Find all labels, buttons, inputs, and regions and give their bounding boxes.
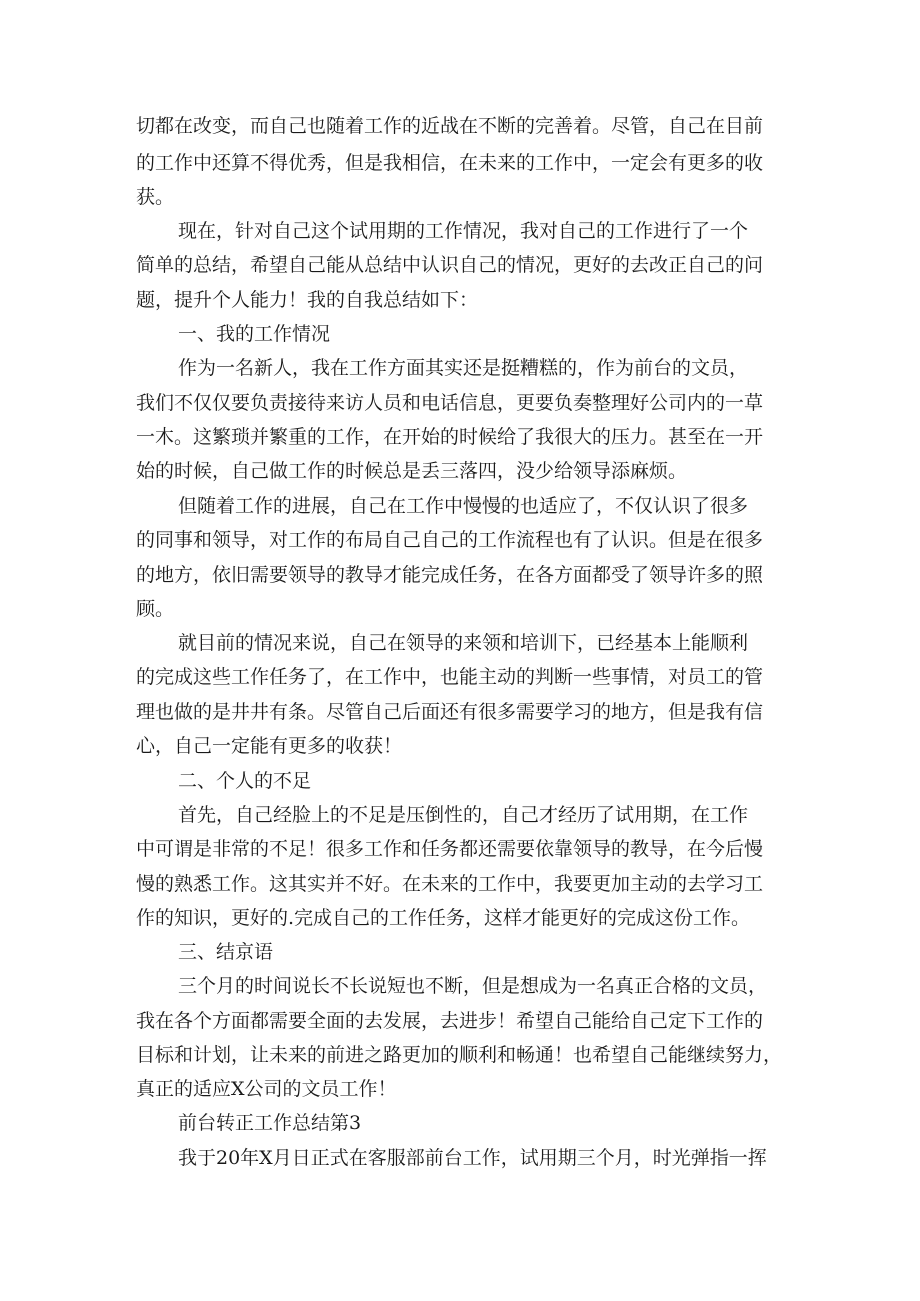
text-line: [0, 1141, 920, 1175]
section-heading: [0, 764, 920, 798]
line-text: 三个月的时间说长不长说短也不断，但是想成为一名真正合格的文员，: [178, 975, 768, 997]
line-text: 目标和计划，让未来的前进之路更加的顺利和畅通！也希望自己能继续努力，: [136, 1044, 783, 1066]
text-line: [0, 1072, 920, 1106]
line-text: 获。: [136, 186, 175, 208]
line-text: 理也做的是井井有条。尽管自己后面还有很多需要学习的地方，但是我有信: [136, 701, 764, 723]
section-heading: [0, 935, 920, 969]
line-text: 简单的总结，希望自己能从总结中认识自己的情况，更好的去改正自己的问: [136, 254, 764, 276]
text-line: [0, 420, 920, 454]
text-line: [0, 867, 920, 901]
line-text: 始的时候，自己做工作的时候总是丢三落四，没少给领导添麻烦。: [136, 460, 688, 482]
text-line: [0, 695, 920, 729]
heading-text: 三、结京语: [178, 941, 274, 963]
text-line: [0, 969, 920, 1003]
text-line: [0, 523, 920, 557]
line-text: 的地方，依旧需要领导的教导才能完成任务，在各方面都受了领导许多的照: [136, 564, 764, 586]
text-line: [0, 386, 920, 420]
text-line: [0, 592, 920, 626]
text-line: [0, 109, 920, 143]
text-line: [0, 798, 920, 832]
line-text: 一木。这繁琐并繁重的工作，在开始的时候给了我很大的压力。甚至在一开: [136, 426, 764, 448]
line-text: 我在各个方面都需要全面的去发展，去进步！希望自己能给自己定下工作的: [136, 1010, 764, 1032]
text-line: [0, 832, 920, 866]
section-heading: [0, 317, 920, 351]
line-text: 我于20年X月日正式在客服部前台工作，试用期三个月，时光弹指一挥: [178, 1147, 767, 1169]
line-text: 的完成这些工作任务了，在工作中，也能主动的判断一些事情，对员工的管: [136, 666, 764, 688]
text-line: [0, 729, 920, 763]
heading-text: 一、我的工作情况: [178, 323, 331, 345]
line-text: 就目前的情况来说，自己在领导的来领和培训下，已经基本上能顺利: [178, 632, 749, 654]
line-text: 真正的适应X公司的文员工作！: [136, 1078, 397, 1100]
text-line: [0, 351, 920, 385]
line-text: 顾。: [136, 598, 175, 620]
line-text: 中可谓是非常的不足！很多工作和任务都还需要依靠领导的教导，在今后慢: [136, 838, 764, 860]
text-line: [0, 489, 920, 523]
line-text: 现在，针对自己这个试用期的工作情况，我对自己的工作进行了一个: [178, 220, 749, 242]
text-line: [0, 214, 920, 248]
section-heading: [0, 1106, 920, 1140]
text-line: [0, 283, 920, 317]
text-line: [0, 626, 920, 660]
text-line: [0, 248, 920, 282]
line-text: 作的知识，更好的.完成自己的工作任务，这样才能更好的完成这份工作。: [136, 907, 751, 929]
line-text: 但随着工作的进展，自己在工作中慢慢的也适应了，不仅认识了很多: [178, 495, 749, 517]
line-text: 慢的熟悉工作。这其实并不好。在未来的工作中，我要更加主动的去学习工: [136, 873, 764, 895]
line-text: 题，提升个人能力！我的自我总结如下：: [136, 289, 479, 311]
text-line: [0, 660, 920, 694]
text-line: [0, 146, 920, 180]
heading-text: 前台转正工作总结第3: [178, 1112, 362, 1134]
text-line: [0, 1038, 920, 1072]
line-text: 的工作中还算不得优秀，但是我相信，在未来的工作中，一定会有更多的收: [136, 152, 764, 174]
text-line: [0, 454, 920, 488]
text-line: [0, 901, 920, 935]
text-line: [0, 1004, 920, 1038]
line-text: 切都在改变，而自己也随着工作的近战在不断的完善着。尽管，自己在目前: [136, 115, 764, 137]
line-text: 的同事和领导，对工作的布局自己自己的工作流程也有了认识。但是在很多: [136, 529, 764, 551]
text-line: [0, 558, 920, 592]
line-text: 首先，自己经脸上的不足是压倒性的，自己才经历了试用期，在工作: [178, 804, 749, 826]
line-text: 作为一名新人，我在工作方面其实还是挺糟糕的，作为前台的文员，: [178, 357, 749, 379]
line-text: 心，自己一定能有更多的收获！: [136, 735, 403, 757]
text-line: [0, 180, 920, 214]
line-text: 我们不仅仅要负责接待来访人员和电话信息，更要负奏整理好公司内的一草: [136, 392, 764, 414]
heading-text: 二、个人的不足: [178, 770, 312, 792]
